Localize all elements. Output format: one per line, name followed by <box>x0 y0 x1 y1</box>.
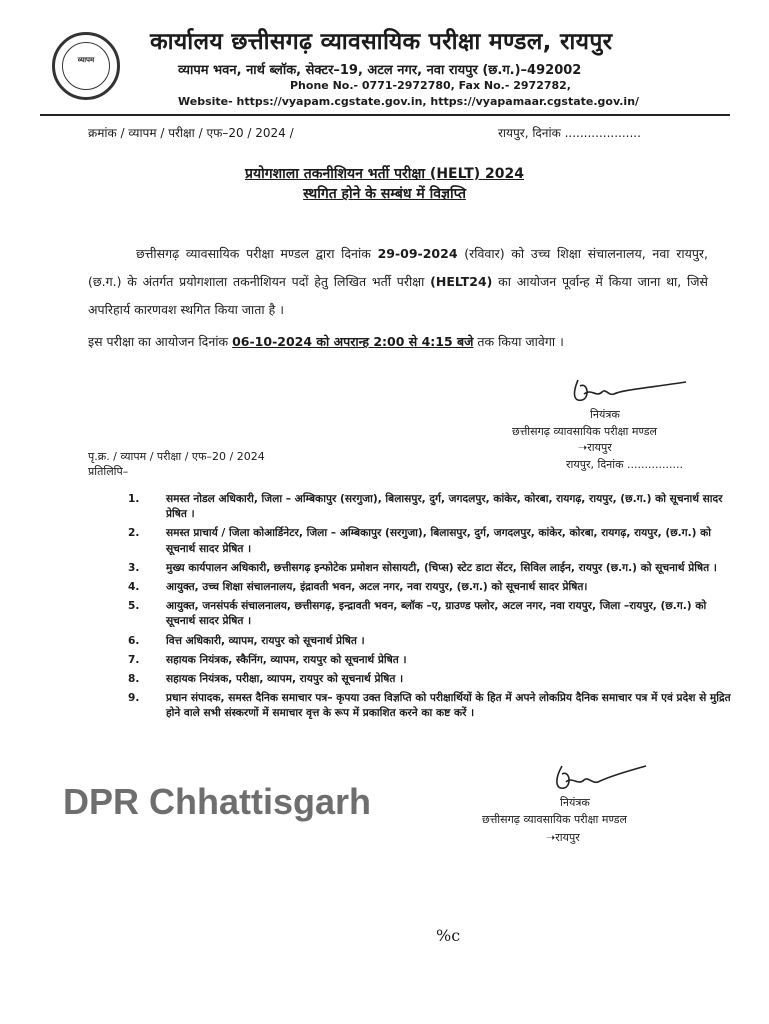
list-item: 9. प्रधान संपादक, समस्त दैनिक समाचार पत्र– कृपया उक्त विज्ञप्ति को परीक्षार्थियों के हित में अपने लोकप्रिय दैनिक समाचार पत्र में एवं प्रदेश से मुद्रित होने वाले सभी संस्करणों में समाचार वृत्त के रूप में प्रकाशित करने का कष्ट करें । <box>128 692 731 720</box>
signature-1 <box>566 368 696 408</box>
reference-number: क्रमांक / व्यापम / परीक्षा / एफ–20 / 2024 / <box>88 126 294 140</box>
org-website: Website- https://vyapam.cgstate.gov.in, https://vyapamaar.cgstate.gov.in/ <box>178 95 640 108</box>
footer-mark: %c <box>436 926 461 945</box>
list-item: 8. सहायक नियंत्रक, परीक्षा, व्यापम, रायपुर को सूचनार्थ प्रेषित । <box>128 673 404 686</box>
list-item: 2. समस्त प्राचार्य / जिला कोआर्डिनेटर, जिला – अम्बिकापुर (सरगुजा), बिलासपुर, दुर्ग, जगदलपुर, कांकेर, कोरबा, रायगढ़, रायपुर, (छ.ग.) को सूचनार्थ सादर प्रेषित । <box>128 527 712 555</box>
org-name: कार्यालय छत्तीसगढ़ व्यावसायिक परीक्षा मण्डल, रायपुर <box>150 29 613 55</box>
signature-1-city: ➝रायपुर <box>578 441 612 454</box>
signature-2 <box>548 756 658 796</box>
body-paragraph-1: छत्तीसगढ़ व्यावसायिक परीक्षा मण्डल द्वारा दिनांक 29-09-2024 (रविवार) को उच्च शिक्षा संचालनालय, नवा रायपुर, (छ.ग.) के अंतर्गत प्रयोगशाला तकनीशियन पदों हेतु लिखित भर्ती परीक्षा (HELT24) का आयोजन पूर्वान्ह में किया जाना था, जिसे अपरिहार्य कारणवश स्थगित किया जाता है । <box>88 246 709 317</box>
watermark: DPR Chhattisgarh <box>63 781 372 822</box>
list-item: 4. आयुक्त, उच्च शिक्षा संचालनालय, इंद्रावती भवन, अटल नगर, नवा रायपुर, (छ.ग.) को सूचनार्थ सादर प्रेषित। <box>128 581 588 594</box>
signature-1-designation: नियंत्रक <box>590 408 620 421</box>
exam-code: (HELT24) <box>430 274 493 289</box>
old-exam-date: 29-09-2024 <box>377 246 458 261</box>
signature-2-city: ➝रायपुर <box>546 831 580 844</box>
copy-list <box>128 492 733 726</box>
list-item: 3. मुख्य कार्यपालन अधिकारी, छत्तीसगढ़ इन्फोटेक प्रमोशन सोसायटी, (चिप्स) स्टेट डाटा सेंटर, सिविल लाईन, रायपुर (छ.ग.) को सूचनार्थ प्रेषित । <box>128 561 717 574</box>
signature-1-org: छत्तीसगढ़ व्यावसायिक परीक्षा मण्डल <box>512 425 658 438</box>
copy-label: प्रतिलिपि– <box>88 465 129 478</box>
org-phone-fax: Phone No.- 0771-2972780, Fax No.- 2972782, <box>290 79 571 92</box>
signature-1-date: रायपुर, दिनांक ................ <box>566 458 684 471</box>
notice-subtitle: स्थगित होने के सम्बंध में विज्ञप्ति <box>303 186 466 202</box>
logo-text: व्यापम <box>77 56 95 64</box>
header-divider <box>40 114 730 116</box>
list-item: 1. समस्त नोडल अधिकारी, जिला – अम्बिकापुर (सरगुजा), बिलासपुर, दुर्ग, जगदलपुर, कांकेर, कोरबा, रायगढ़, रायपुर, (छ.ग.) को सूचनार्थ सादर प्रेषित । <box>128 493 723 521</box>
place-date: रायपुर, दिनांक .................... <box>498 126 641 140</box>
signature-2-org: छत्तीसगढ़ व्यावसायिक परीक्षा मण्डल <box>482 813 628 826</box>
list-item: 7. सहायक नियंत्रक, स्कैनिंग, व्यापम, रायपुर को सूचनार्थ प्रेषित । <box>128 653 407 666</box>
copy-reference-number: पृ.क्र. / व्यापम / परीक्षा / एफ–20 / 2024 <box>88 450 265 463</box>
logo-inner-ring <box>62 42 110 90</box>
vyapam-logo <box>52 32 120 100</box>
signature-2-designation: नियंत्रक <box>560 796 590 809</box>
new-exam-schedule: 06-10-2024 को अपरान्ह 2:00 से 4:15 बजे <box>232 334 474 349</box>
body-paragraph-2: इस परीक्षा का आयोजन दिनांक 06-10-2024 को अपरान्ह 2:00 से 4:15 बजे तक किया जावेगा । <box>88 334 564 349</box>
notice-title: प्रयोगशाला तकनीशियन भर्ती परीक्षा (HELT) 2024 <box>244 166 524 182</box>
org-address: व्यापम भवन, नार्थ ब्लॉक, सेक्टर–19, अटल नगर, नवा रायपुर (छ.ग.)–492002 <box>178 63 582 78</box>
list-item: 5. आयुक्त, जनसंपर्क संचालनालय, छत्तीसगढ़, इन्द्रावती भवन, ब्लॉक –ए, ग्राउण्ड फ्लोर, अटल नगर, नवा रायपुर, जिला –रायपुर, (छ.ग.) को सूचनार्थ सादर प्रेषित । <box>128 600 707 628</box>
list-item: 6. वित्त अधिकारी, व्यापम, रायपुर को सूचनार्थ प्रेषित । <box>128 634 365 647</box>
